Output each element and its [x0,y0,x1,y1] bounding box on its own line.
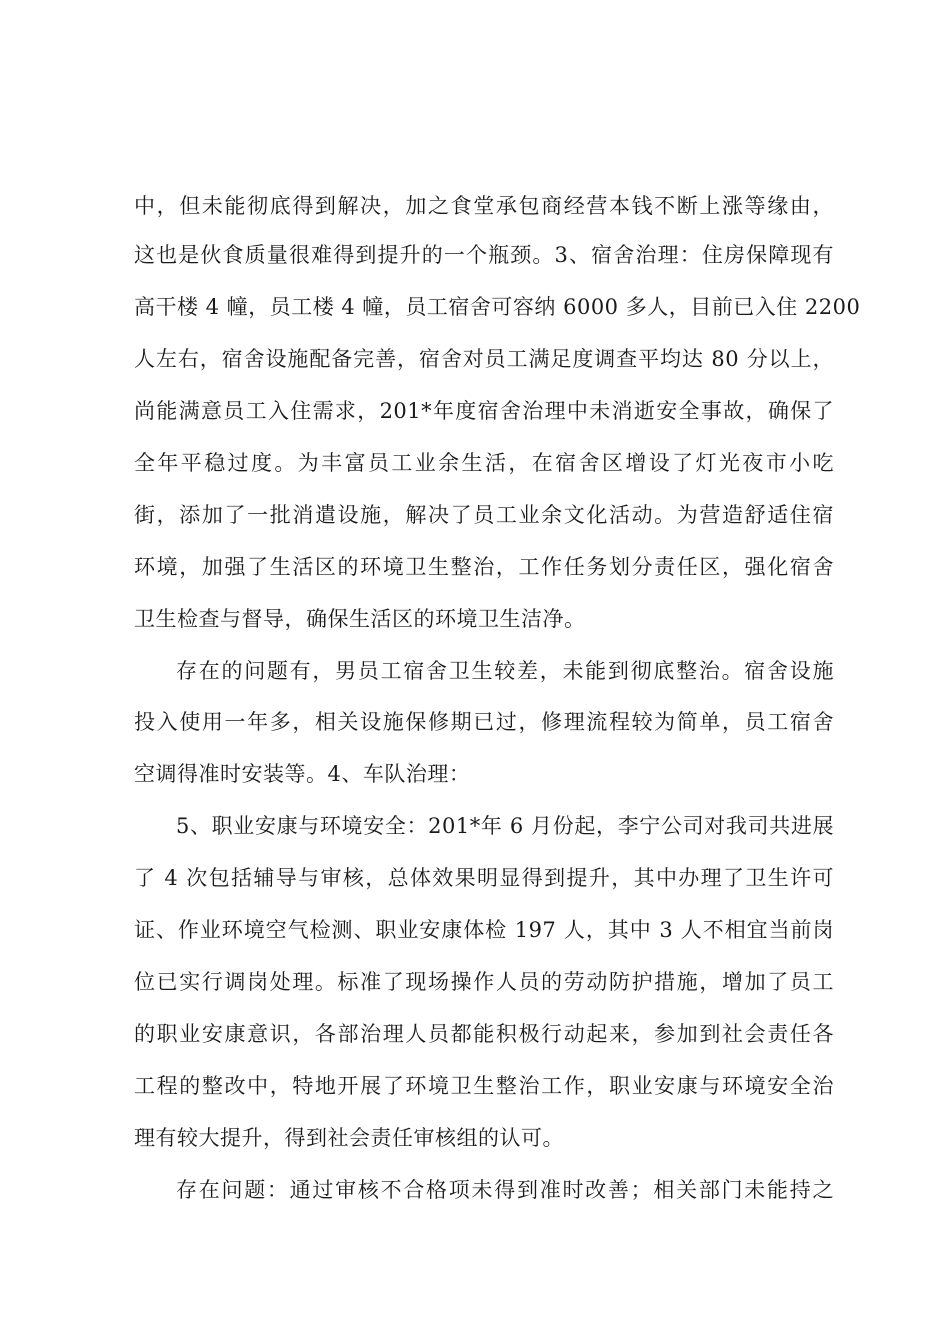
text-line: 人左右，宿舍设施配备完善，宿舍对员工满足度调查平均达 80 分以上， [134,347,834,371]
text-line: 中，但未能彻底得到解决，加之食堂承包商经营本钱不断上涨等缘由， [134,194,834,218]
text-line: 理有较大提升，得到社会责任审核组的认可。 [134,1126,564,1150]
text-line: 这也是伙食质量很难得到提升的一个瓶颈。3、宿舍治理：住房保障现有 [134,243,834,267]
text-line: 街，添加了一批消遣设施，解决了员工业余文化活动。为营造舒适住宿 [134,503,834,527]
text-line: 了 4 次包括辅导与审核，总体效果明显得到提升，其中办理了卫生许可 [134,866,834,890]
text-line: 的职业安康意识，各部治理人员都能积极行动起来，参加到社会责任各 [134,1022,834,1046]
text-line: 位已实行调岗处理。标准了现场操作人员的劳动防护措施，增加了员工 [134,970,834,994]
text-line: 工程的整改中，特地开展了环境卫生整治工作，职业安康与环境安全治 [134,1074,834,1098]
text-line: 空调得准时安装等。4、车队治理： [134,762,471,786]
paragraph-first-line: 5、职业安康与环境安全：201*年 6 月份起，李宁公司对我司共进展 [176,814,834,838]
paragraph-first-line: 存在问题：通过审核不合格项未得到准时改善；相关部门未能持之 [176,1178,834,1202]
paragraph-first-line: 存在的问题有，男员工宿舍卫生较差，未能到彻底整治。宿舍设施 [176,659,834,683]
text-line: 卫生检查与督导，确保生活区的环境卫生洁净。 [134,607,586,631]
text-line: 投入使用一年多，相关设施保修期已过，修理流程较为简单，员工宿舍 [134,710,834,734]
text-line: 全年平稳过度。为丰富员工业余生活，在宿舍区增设了灯光夜市小吃 [134,451,834,475]
text-line: 尚能满意员工入住需求，201*年度宿舍治理中未消逝安全事故，确保了 [134,399,834,423]
text-line: 环境，加强了生活区的环境卫生整治，工作任务划分责任区，强化宿舍 [134,555,834,579]
text-line: 证、作业环境空气检测、职业安康体检 197 人，其中 3 人不相宜当前岗 [134,918,834,942]
text-line: 高干楼 4 幢，员工楼 4 幢，员工宿舍可容纳 6000 多人，目前已入住 2200 [134,295,861,319]
